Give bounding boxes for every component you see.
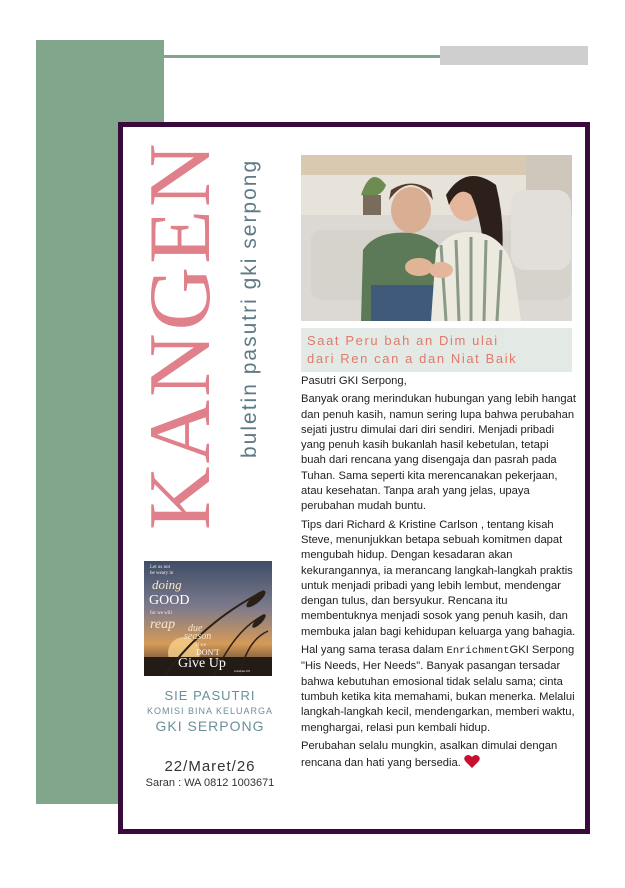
poster-line-5: for we will	[150, 611, 172, 616]
couple-photo	[301, 155, 572, 321]
issue-date: 22/Maret/26	[164, 758, 256, 775]
paragraph-4	[301, 739, 576, 772]
article-headline	[301, 328, 572, 372]
paragraph-3-start: Hal yang sama terasa dalam	[301, 644, 447, 657]
greeting: Pasutri GKI Serpong,	[301, 375, 407, 387]
paragraph-4-text: Perubahan selalu mungkin, asalkan dimulai dengan rencana dan hati yang bersedia.	[301, 739, 558, 770]
paragraph-3-end: GKI Serpong "His Needs, Her Needs". Banyak pasangan tersadar bahwa kebutuhan emosional tidak selalu sama; cinta tumbuh ketika kita memahami, bukan menerka. Melalui langkah-langkah kecil, mendengarkan, memberi waktu, menghargai, relasi pun kembali hidup.	[301, 644, 575, 734]
headline-line-1: Saat Peru bah an Dim ulai	[307, 333, 499, 348]
poster-line-9: if we	[196, 643, 207, 648]
poster-ref: Galatians 6:9	[234, 669, 250, 673]
poster-line-2: be weary in	[150, 571, 174, 576]
contact-info: Saran : WA 0812 1003671	[145, 777, 275, 789]
poster-line-10: DON'T	[196, 648, 220, 657]
paragraph-3	[301, 643, 576, 736]
org-division: KOMISI BINA KELUARGA	[146, 706, 274, 716]
poster-line-1: Let us not	[150, 565, 170, 570]
poster-line-8: season	[184, 631, 212, 642]
paragraph-1: Banyak orang merindukan hubungan yang lebih hangat dan penuh kasih, namun sering lupa bahwa perubahan sejati justru dimulai dari diri sendiri. Menjadi pribadi yang penuh kasih bukanlah hasil kebetulan, tetapi buah dari rencana yang disengaja dan pasrah pada Tuhan. Sama seperti kita merencanakan pekerjaan, atau kesehatan. Tanpa arah yang jelas, upaya perubahan mudah buntu.	[301, 393, 576, 513]
poster-line-3: doing	[152, 577, 182, 592]
org-church: GKI SERPONG	[155, 718, 265, 734]
article-body	[301, 374, 576, 774]
headline-line-2: dari Ren can a dan Niat Baik	[307, 351, 518, 366]
paragraph-2: Tips dari Richard & Kristine Carlson , tentang kisah Steve, menunjukkan betapa sebuah komitmen dapat mengubah hidup. Dengan kesadaran akan kekurangannya, ia merancang langkah-langkah praktis untuk menjadi pribadi yang lebih lembut, mendengar dengan tulus, dan bersyukur. Rencana itu membentuknya menjadi sosok yang penuh kasih, dan membuka jalan bagi kehidupan keluarga yang bahagia.	[301, 518, 576, 638]
enrichment-term: Enrichment	[446, 645, 510, 658]
poster-line-7: due	[188, 623, 203, 634]
bulletin-subtitle: buletin pasutri gki serpong	[238, 158, 261, 458]
bulletin-title: KANGEN	[132, 140, 229, 530]
heart-icon	[464, 754, 480, 769]
top-gray-bar	[440, 46, 588, 65]
poster-line-11: Give Up	[178, 656, 226, 671]
galatians-poster	[144, 561, 272, 676]
poster-line-6: reap	[150, 617, 176, 632]
poster-line-4: GOOD	[149, 593, 190, 608]
org-name: SIE PASUTRI	[164, 688, 256, 703]
